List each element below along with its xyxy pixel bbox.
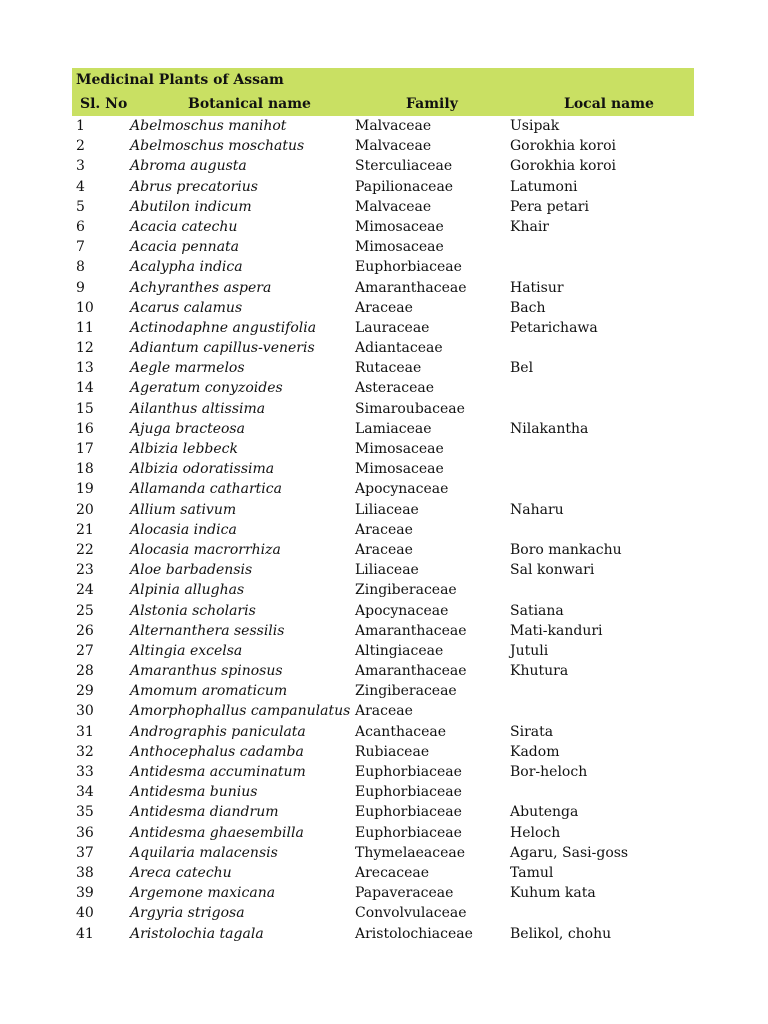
cell-family: Amaranthaceae bbox=[355, 622, 467, 639]
cell-sl-no: 14 bbox=[76, 380, 94, 397]
cell-family: Altingiaceae bbox=[355, 642, 444, 659]
table-row bbox=[72, 459, 694, 479]
cell-sl-no: 41 bbox=[76, 925, 94, 942]
cell-botanical-name: Altingia excelsa bbox=[130, 642, 243, 659]
cell-botanical-name: Ageratum conyzoides bbox=[130, 380, 283, 397]
table-row bbox=[72, 439, 694, 459]
cell-family: Euphorbiaceae bbox=[355, 824, 462, 841]
cell-family: Aristolochiaceae bbox=[355, 925, 473, 942]
table-row bbox=[72, 217, 694, 237]
cell-botanical-name: Alocasia indica bbox=[130, 521, 237, 538]
cell-botanical-name: Allium sativum bbox=[130, 501, 237, 518]
cell-sl-no: 13 bbox=[76, 360, 94, 377]
cell-sl-no: 20 bbox=[76, 501, 94, 518]
cell-sl-no: 23 bbox=[76, 562, 94, 579]
table-row bbox=[72, 116, 694, 136]
cell-family: Amaranthaceae bbox=[355, 663, 467, 680]
cell-sl-no: 29 bbox=[76, 683, 94, 700]
cell-local-name: Agaru, Sasi-goss bbox=[510, 844, 629, 861]
cell-family: Malvaceae bbox=[355, 138, 432, 155]
cell-sl-no: 31 bbox=[76, 723, 94, 740]
cell-botanical-name: Alstonia scholaris bbox=[130, 602, 256, 619]
cell-family: Convolvulaceae bbox=[355, 905, 467, 922]
table-row bbox=[72, 500, 694, 520]
cell-botanical-name: Abelmoschus moschatus bbox=[130, 138, 305, 155]
cell-local-name: Satiana bbox=[510, 602, 564, 619]
cell-sl-no: 9 bbox=[76, 279, 85, 296]
table-row bbox=[72, 156, 694, 176]
cell-family: Liliaceae bbox=[355, 501, 419, 518]
cell-local-name: Nilakantha bbox=[510, 420, 589, 437]
cell-sl-no: 36 bbox=[76, 824, 94, 841]
cell-botanical-name: Acacia catechu bbox=[130, 218, 238, 235]
cell-sl-no: 17 bbox=[76, 441, 94, 457]
cell-sl-no: 2 bbox=[76, 138, 85, 155]
cell-local-name: Belikol, chohu bbox=[510, 925, 612, 942]
cell-local-name: Tamul bbox=[510, 864, 554, 881]
table-row bbox=[72, 399, 694, 419]
cell-local-name: Khair bbox=[510, 218, 549, 235]
cell-botanical-name: Acalypha indica bbox=[130, 259, 243, 276]
table-row bbox=[72, 378, 694, 398]
table-row bbox=[72, 298, 694, 318]
cell-botanical-name: Antidesma ghaesembilla bbox=[130, 824, 304, 841]
cell-sl-no: 16 bbox=[76, 420, 94, 437]
cell-family: Amaranthaceae bbox=[355, 279, 467, 296]
cell-family: Papilionaceae bbox=[355, 178, 454, 195]
table-row bbox=[72, 601, 694, 621]
cell-botanical-name: Adiantum capillus-veneris bbox=[130, 340, 315, 357]
table-row bbox=[72, 560, 694, 580]
cell-botanical-name: Alocasia macrorrhiza bbox=[130, 541, 281, 558]
cell-family: Lauraceae bbox=[355, 319, 430, 336]
cell-local-name: Mati-kanduri bbox=[510, 622, 603, 639]
cell-sl-no: 24 bbox=[76, 582, 94, 599]
cell-botanical-name: Antidesma accuminatum bbox=[130, 764, 306, 780]
cell-sl-no: 32 bbox=[76, 743, 94, 760]
cell-botanical-name: Albizia odoratissima bbox=[130, 461, 275, 478]
cell-botanical-name: Argyria strigosa bbox=[130, 905, 245, 922]
table-row bbox=[72, 742, 694, 762]
cell-family: Apocynaceae bbox=[355, 481, 449, 498]
cell-botanical-name: Aquilaria malacensis bbox=[130, 844, 278, 861]
cell-family: Arecaceae bbox=[355, 864, 430, 881]
cell-sl-no: 12 bbox=[76, 340, 94, 357]
spreadsheet-table bbox=[72, 68, 694, 944]
table-row bbox=[72, 520, 694, 540]
cell-botanical-name: Achyranthes aspera bbox=[130, 279, 272, 296]
cell-local-name: Bel bbox=[510, 360, 534, 377]
cell-local-name: Pera petari bbox=[510, 198, 589, 215]
cell-local-name: Bor-heloch bbox=[510, 764, 588, 780]
cell-botanical-name: Andrographis paniculata bbox=[130, 723, 306, 740]
cell-sl-no: 26 bbox=[76, 622, 94, 639]
cell-family: Euphorbiaceae bbox=[355, 764, 462, 780]
cell-botanical-name: Anthocephalus cadamba bbox=[130, 743, 304, 760]
table-row bbox=[72, 883, 694, 903]
cell-botanical-name: Ajuga bracteosa bbox=[130, 420, 245, 437]
cell-botanical-name: Amomum aromaticum bbox=[130, 683, 288, 700]
cell-botanical-name: Aegle marmelos bbox=[130, 360, 245, 377]
cell-sl-no: 38 bbox=[76, 864, 94, 881]
cell-botanical-name: Amorphophallus campanulatus bbox=[130, 703, 351, 720]
cell-local-name: Sirata bbox=[510, 723, 554, 740]
cell-family: Zingiberaceae bbox=[355, 582, 457, 599]
cell-botanical-name: Acarus calamus bbox=[130, 299, 243, 316]
cell-local-name: Abutenga bbox=[510, 804, 579, 821]
table-row bbox=[72, 540, 694, 560]
cell-family: Malvaceae bbox=[355, 198, 432, 215]
table-row bbox=[72, 863, 694, 883]
table-row bbox=[72, 358, 694, 378]
table-row bbox=[72, 843, 694, 863]
cell-botanical-name: Abelmoschus manihot bbox=[130, 118, 287, 134]
cell-sl-no: 39 bbox=[76, 885, 94, 902]
table-row bbox=[72, 641, 694, 661]
cell-botanical-name: Amaranthus spinosus bbox=[130, 663, 283, 680]
cell-family: Euphorbiaceae bbox=[355, 259, 462, 276]
cell-sl-no: 27 bbox=[76, 642, 94, 659]
cell-family: Asteraceae bbox=[355, 380, 435, 397]
cell-sl-no: 8 bbox=[76, 259, 85, 276]
cell-local-name: Kuhum kata bbox=[510, 885, 596, 902]
cell-botanical-name: Abroma augusta bbox=[130, 158, 247, 175]
cell-sl-no: 18 bbox=[76, 461, 94, 478]
cell-sl-no: 40 bbox=[76, 905, 94, 922]
cell-botanical-name: Aloe barbadensis bbox=[130, 562, 253, 579]
table-header-band bbox=[72, 68, 694, 116]
cell-sl-no: 10 bbox=[76, 299, 94, 316]
cell-botanical-name: Abrus precatorius bbox=[130, 178, 258, 195]
cell-local-name: Naharu bbox=[510, 501, 564, 518]
cell-sl-no: 28 bbox=[76, 663, 94, 680]
table-row bbox=[72, 823, 694, 843]
cell-botanical-name: Abutilon indicum bbox=[130, 198, 252, 215]
cell-family: Apocynaceae bbox=[355, 602, 449, 619]
table-row bbox=[72, 661, 694, 681]
cell-sl-no: 34 bbox=[76, 784, 94, 801]
cell-sl-no: 33 bbox=[76, 764, 94, 780]
cell-botanical-name: Alternanthera sessilis bbox=[130, 622, 285, 639]
cell-sl-no: 22 bbox=[76, 541, 94, 558]
table-row bbox=[72, 278, 694, 298]
cell-botanical-name: Aristolochia tagala bbox=[130, 925, 264, 942]
cell-family: Acanthaceae bbox=[355, 723, 447, 740]
cell-local-name: Gorokhia koroi bbox=[510, 138, 617, 155]
table-row bbox=[72, 197, 694, 217]
cell-sl-no: 5 bbox=[76, 198, 85, 215]
cell-local-name: Usipak bbox=[510, 118, 560, 134]
table-row bbox=[72, 257, 694, 277]
table-row bbox=[72, 479, 694, 499]
cell-local-name: Kadom bbox=[510, 743, 560, 760]
cell-sl-no: 1 bbox=[76, 118, 85, 134]
table-title: Medicinal Plants of Assam bbox=[76, 72, 284, 88]
cell-sl-no: 30 bbox=[76, 703, 94, 720]
table-row bbox=[72, 681, 694, 701]
cell-family: Simaroubaceae bbox=[355, 400, 465, 417]
column-header-botanical-name: Botanical name bbox=[188, 96, 311, 112]
cell-botanical-name: Actinodaphne angustifolia bbox=[130, 319, 317, 336]
cell-family: Lamiaceae bbox=[355, 420, 432, 437]
table-row bbox=[72, 762, 694, 782]
table-row bbox=[72, 419, 694, 439]
cell-sl-no: 11 bbox=[76, 319, 94, 336]
cell-botanical-name: Albizia lebbeck bbox=[130, 441, 238, 457]
cell-family: Zingiberaceae bbox=[355, 683, 457, 700]
cell-botanical-name: Areca catechu bbox=[130, 864, 232, 881]
cell-family: Euphorbiaceae bbox=[355, 804, 462, 821]
column-header-family: Family bbox=[406, 96, 458, 112]
cell-sl-no: 15 bbox=[76, 400, 94, 417]
table-row bbox=[72, 924, 694, 944]
cell-local-name: Sal konwari bbox=[510, 562, 595, 579]
cell-family: Araceae bbox=[355, 299, 413, 316]
cell-botanical-name: Argemone maxicana bbox=[130, 885, 276, 902]
column-header-local-name: Local name bbox=[564, 96, 654, 112]
table-row bbox=[72, 318, 694, 338]
cell-family: Rutaceae bbox=[355, 360, 422, 377]
cell-botanical-name: Ailanthus altissima bbox=[130, 400, 266, 417]
cell-local-name: Bach bbox=[510, 299, 546, 316]
table-row bbox=[72, 237, 694, 257]
cell-family: Mimosaceae bbox=[355, 218, 444, 235]
table-row bbox=[72, 782, 694, 802]
cell-family: Araceae bbox=[355, 541, 413, 558]
table-row bbox=[72, 136, 694, 156]
table-row bbox=[72, 903, 694, 923]
cell-sl-no: 25 bbox=[76, 602, 94, 619]
cell-family: Mimosaceae bbox=[355, 441, 444, 457]
cell-local-name: Heloch bbox=[510, 824, 561, 841]
table-row bbox=[72, 580, 694, 600]
cell-local-name: Latumoni bbox=[510, 178, 578, 195]
table-row bbox=[72, 722, 694, 742]
table-row bbox=[72, 701, 694, 721]
cell-sl-no: 3 bbox=[76, 158, 85, 175]
cell-family: Araceae bbox=[355, 521, 413, 538]
cell-local-name: Petarichawa bbox=[510, 319, 598, 336]
table-row bbox=[72, 177, 694, 197]
cell-botanical-name: Alpinia allughas bbox=[130, 582, 245, 599]
cell-sl-no: 21 bbox=[76, 521, 94, 538]
table-body bbox=[72, 116, 694, 944]
column-header-sl-no: Sl. No bbox=[80, 96, 128, 112]
table-row bbox=[72, 621, 694, 641]
cell-botanical-name: Antidesma diandrum bbox=[130, 804, 279, 821]
cell-local-name: Hatisur bbox=[510, 279, 564, 296]
cell-family: Araceae bbox=[355, 703, 413, 720]
cell-family: Liliaceae bbox=[355, 562, 419, 579]
cell-botanical-name: Allamanda cathartica bbox=[130, 481, 282, 498]
cell-family: Papaveraceae bbox=[355, 885, 454, 902]
cell-family: Mimosaceae bbox=[355, 239, 444, 256]
cell-family: Thymelaeaceae bbox=[355, 844, 466, 861]
cell-local-name: Jutuli bbox=[510, 642, 549, 659]
cell-family: Rubiaceae bbox=[355, 743, 430, 760]
cell-local-name: Gorokhia koroi bbox=[510, 158, 617, 175]
cell-family: Sterculiaceae bbox=[355, 158, 453, 175]
cell-sl-no: 19 bbox=[76, 481, 94, 498]
cell-sl-no: 6 bbox=[76, 218, 85, 235]
cell-sl-no: 35 bbox=[76, 804, 94, 821]
cell-family: Mimosaceae bbox=[355, 461, 444, 478]
cell-botanical-name: Antidesma bunius bbox=[130, 784, 258, 801]
cell-family: Malvaceae bbox=[355, 118, 432, 134]
cell-sl-no: 4 bbox=[76, 178, 85, 195]
table-row bbox=[72, 802, 694, 822]
cell-sl-no: 37 bbox=[76, 844, 94, 861]
table-row bbox=[72, 338, 694, 358]
cell-local-name: Boro mankachu bbox=[510, 541, 622, 558]
cell-local-name: Khutura bbox=[510, 663, 569, 680]
cell-botanical-name: Acacia pennata bbox=[130, 239, 240, 256]
cell-family: Euphorbiaceae bbox=[355, 784, 462, 801]
cell-sl-no: 7 bbox=[76, 239, 85, 256]
cell-family: Adiantaceae bbox=[355, 340, 443, 357]
